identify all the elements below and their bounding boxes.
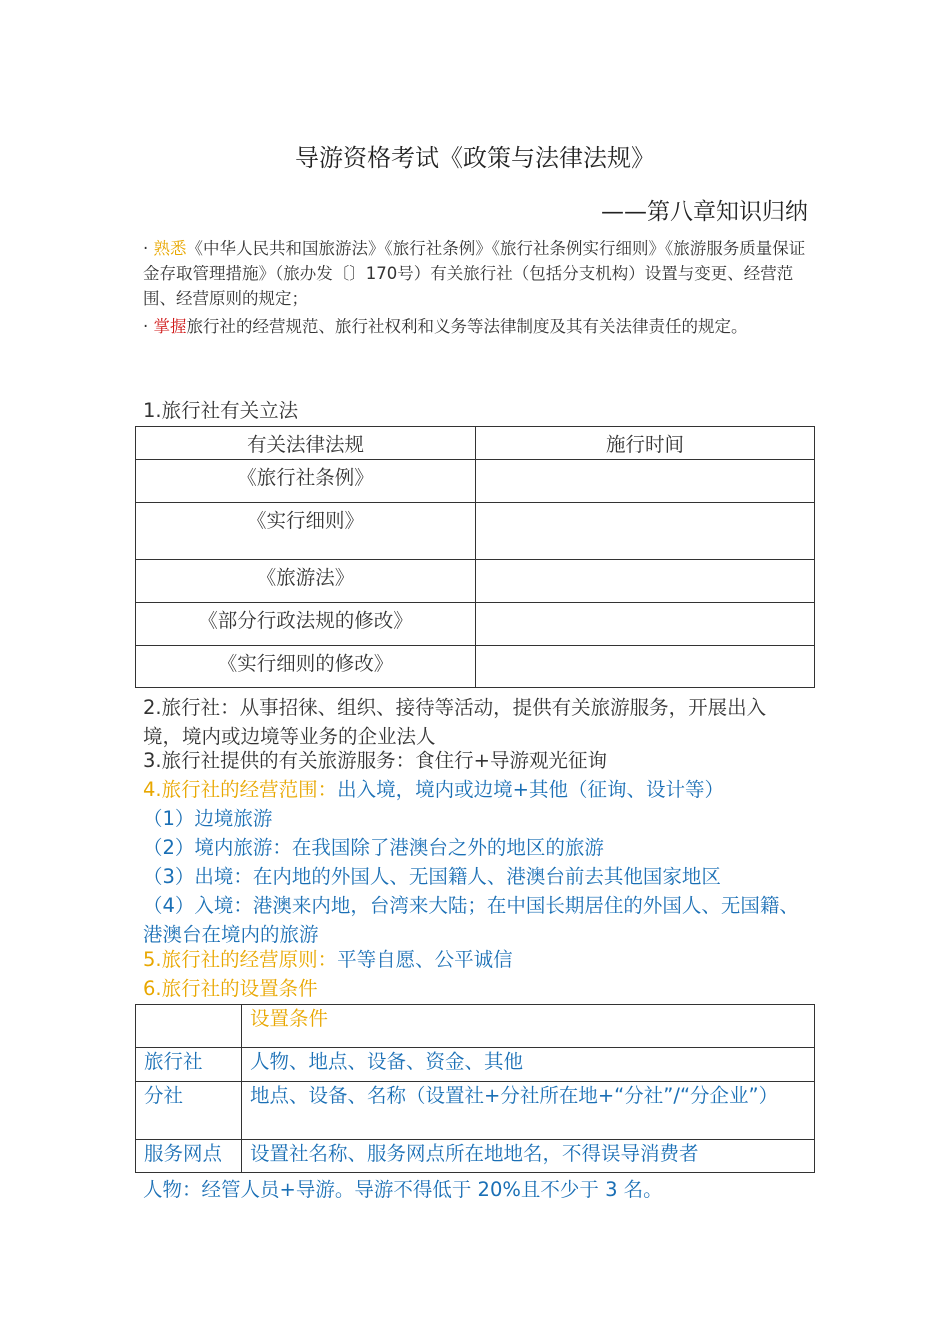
setup-conditions-table xyxy=(135,1004,815,1173)
table-row xyxy=(136,603,815,646)
section6-note: 人物：经管人员+导游。导游不得低于 20%且不少于 3 名。 xyxy=(143,1178,663,1201)
table-cell: 《旅游法》 xyxy=(136,560,476,603)
table-cell-label: 分社 xyxy=(136,1082,242,1140)
table-header-row xyxy=(136,427,815,460)
table-header-cell xyxy=(136,1005,242,1048)
table-cell-value: 地点、设备、名称（设置社+分社所在地+“分社”/“分企业”） xyxy=(242,1082,815,1140)
section2-definition: 2.旅行社：从事招徕、组织、接待等活动，提供有关旅游服务，开展出入境，境内或边境等业务的企业法人 xyxy=(143,696,767,748)
table-header-cell: 有关法律法规 xyxy=(136,427,476,460)
table-row xyxy=(136,1140,815,1173)
table-cell xyxy=(476,503,815,560)
bullet: · xyxy=(143,317,149,336)
bullet: · xyxy=(143,239,149,258)
table-row xyxy=(136,1048,815,1082)
intro-text: 旅行社的经营规范、旅行社权利和义务等法律制度及其有关法律责任的规定。 xyxy=(186,317,748,336)
section5-value: 平等自愿、公平诚信 xyxy=(337,948,513,971)
table-cell: 《旅行社条例》 xyxy=(136,460,476,503)
table-cell-label: 旅行社 xyxy=(136,1048,242,1082)
table-row xyxy=(136,460,815,503)
table-cell: 《实行细则》 xyxy=(136,503,476,560)
scope-item: （2）境内旅游：在我国除了港澳台之外的地区的旅游 xyxy=(143,836,604,859)
table-cell-label: 服务网点 xyxy=(136,1140,242,1173)
section4-scope xyxy=(143,775,813,804)
scope-item: （1）边境旅游 xyxy=(143,807,273,830)
table-row xyxy=(136,560,815,603)
section4-label: 4.旅行社的经营范围： xyxy=(143,778,338,801)
section6-heading: 6.旅行社的设置条件 xyxy=(143,977,318,1000)
section3-services: 3.旅行社提供的有关旅游服务：食住行+导游观光征询 xyxy=(143,749,607,772)
table-row xyxy=(136,646,815,688)
table-row xyxy=(136,503,815,560)
table-cell: 《实行细则的修改》 xyxy=(136,646,476,688)
section1-heading: 1.旅行社有关立法 xyxy=(143,399,299,422)
document-title: 导游资格考试《政策与法律法规》 xyxy=(295,144,655,172)
table-header-cell: 设置条件 xyxy=(242,1005,815,1048)
document-subtitle: ——第八章知识归纳 xyxy=(601,199,808,225)
section5-label: 5.旅行社的经营原则： xyxy=(143,948,338,971)
table-cell-value: 设置社名称、服务网点所在地地名，不得误导消费者 xyxy=(242,1140,815,1173)
intro-paragraph-familiar xyxy=(143,236,808,311)
scope-item: （4）入境：港澳来内地，台湾来大陆；在中国长期居住的外国人、无国籍、港澳台在境内的旅游 xyxy=(143,894,799,946)
table-row xyxy=(136,1082,815,1140)
scope-item: （3）出境：在内地的外国人、无国籍人、港澳台前去其他国家地区 xyxy=(143,865,721,888)
intro-paragraph-master xyxy=(143,314,808,339)
section4-value: 出入境，境内或边境+其他（征询、设计等） xyxy=(337,778,724,801)
table-cell xyxy=(476,460,815,503)
keyword-master: 掌握 xyxy=(153,317,187,336)
intro-text: 《中华人民共和国旅游法》《旅行社条例》《旅行社条例实行细则》《旅游服务质量保证金存取管理措施》（旅办发〔〕170号）有关旅行社（包括分支机构）设置与变更、经营范围、经营原则的规定； xyxy=(143,239,806,308)
table-cell xyxy=(476,603,815,646)
table-header-row xyxy=(136,1005,815,1048)
keyword-familiar: 熟悉 xyxy=(153,239,187,258)
legislation-table xyxy=(135,426,815,688)
section5-principles xyxy=(143,945,813,974)
table-header-cell: 施行时间 xyxy=(476,427,815,460)
table-cell xyxy=(476,646,815,688)
table-cell-value: 人物、地点、设备、资金、其他 xyxy=(242,1048,815,1082)
table-cell xyxy=(476,560,815,603)
table-cell: 《部分行政法规的修改》 xyxy=(136,603,476,646)
